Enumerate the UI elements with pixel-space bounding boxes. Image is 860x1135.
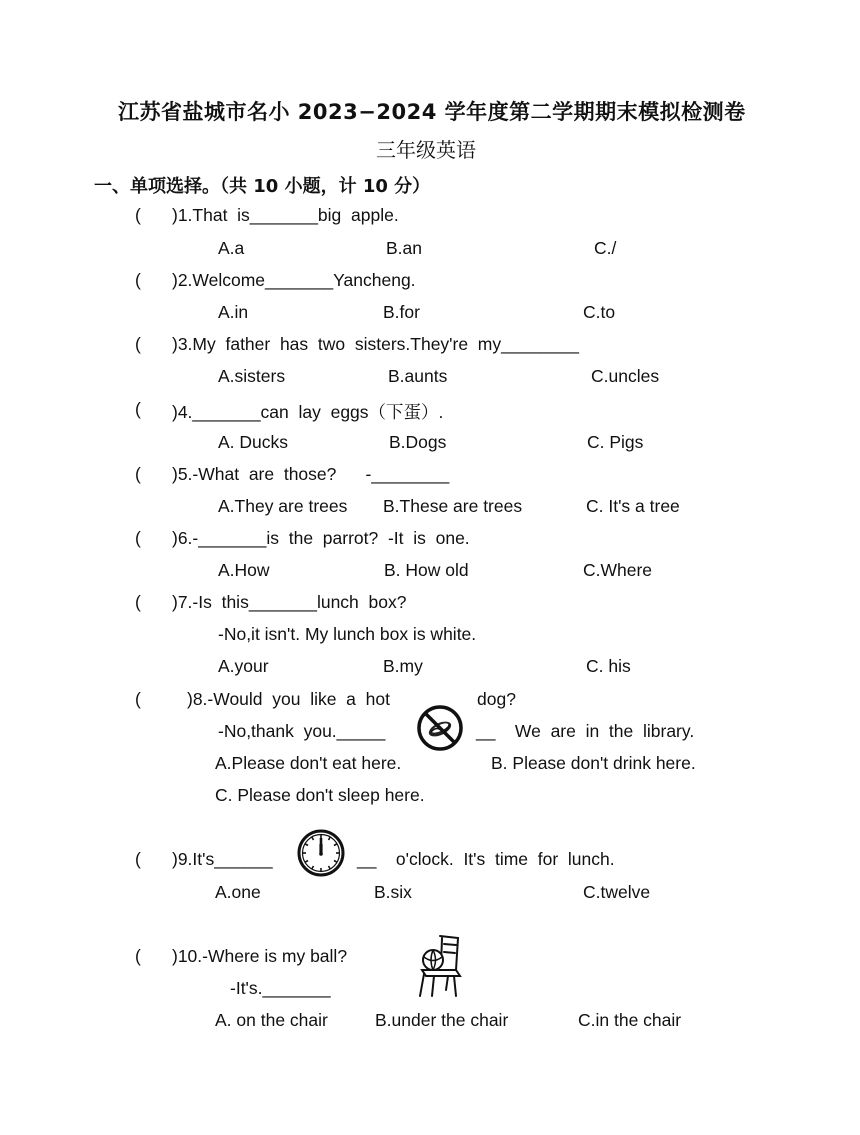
option-c: C. Please don't sleep here.: [215, 785, 425, 805]
option-a: A. Ducks: [218, 432, 289, 452]
option-c: C. his: [586, 656, 631, 676]
option-b: B.These are trees: [383, 496, 523, 516]
answer-bracket: (: [135, 849, 141, 869]
option-c: C.uncles: [591, 366, 660, 386]
question-stem: )9.It's______: [172, 849, 273, 869]
option-b: B. Please don't drink here.: [491, 753, 696, 773]
option-a: A. on the chair: [215, 1010, 328, 1030]
option-c: C. Pigs: [587, 432, 644, 452]
question-stem-end: dog?: [477, 689, 516, 709]
page-subtitle: 三年级英语: [376, 138, 476, 162]
option-c: C. It's a tree: [586, 496, 680, 516]
answer-line: -No,thank you._____: [218, 721, 386, 741]
answer-line-end: __ We are in the library.: [476, 721, 695, 741]
option-b: B.for: [383, 302, 420, 322]
option-b: B. How old: [384, 560, 469, 580]
answer-bracket: (: [135, 399, 141, 419]
answer-bracket: (: [135, 528, 141, 548]
answer-bracket: (: [135, 946, 141, 966]
question-stem: )4._______can lay eggs（下蛋）.: [172, 402, 444, 422]
option-a: A.sisters: [218, 366, 286, 386]
question-stem: )5.-What are those? -________: [172, 464, 450, 484]
question-stem: )2.Welcome_______Yancheng.: [172, 270, 416, 290]
question-stem: )3.My father has two sisters.They're my________: [172, 334, 579, 354]
option-a: A.a: [218, 238, 245, 258]
no-eating-sign-icon: [416, 704, 464, 752]
question-stem: )6.-_______is the parrot? -It is one.: [172, 528, 470, 548]
answer-line: -No,it isn't. My lunch box is white.: [218, 624, 477, 644]
question-stem: )8.-Would you like a hot: [187, 689, 390, 709]
option-b: B.aunts: [388, 366, 448, 386]
answer-bracket: (: [135, 464, 141, 484]
question-stem: )7.-Is this_______lunch box?: [172, 592, 407, 612]
option-a: A.Please don't eat here.: [215, 753, 402, 773]
option-b: B.Dogs: [389, 432, 447, 452]
page-title: 江苏省盐城市名小 2023−2024 学年度第二学期期末模拟检测卷: [118, 100, 746, 124]
option-b: B.an: [386, 238, 422, 258]
answer-bracket: (: [135, 334, 141, 354]
answer-bracket: (: [135, 689, 141, 709]
answer-bracket: (: [135, 592, 141, 612]
question-stem: )10.-Where is my ball?: [172, 946, 348, 966]
option-c: C.to: [583, 302, 616, 322]
option-a: A.in: [218, 302, 249, 322]
section-heading: 一、单项选择。（共 10 小题，计 10 分）: [94, 176, 431, 197]
answer-line: -It's._______: [230, 978, 331, 998]
option-b: B.six: [374, 882, 412, 902]
option-c: C.Where: [583, 560, 653, 580]
option-a: A.your: [218, 656, 269, 676]
option-b: B.under the chair: [375, 1010, 509, 1030]
question-stem-end: __ o'clock. It's time for lunch.: [357, 849, 615, 869]
ball-on-chair-icon: [414, 932, 464, 998]
answer-bracket: (: [135, 270, 141, 290]
answer-bracket: (: [135, 205, 141, 225]
option-c: C.twelve: [583, 882, 651, 902]
option-b: B.my: [383, 656, 423, 676]
option-c: C.in the chair: [578, 1010, 682, 1030]
option-a: A.They are trees: [218, 496, 348, 516]
option-a: A.one: [215, 882, 261, 902]
question-stem: )1.That is_______big apple.: [172, 205, 399, 225]
option-c: C./: [594, 238, 617, 258]
clock-twelve-icon: [296, 828, 346, 878]
option-a: A.How: [218, 560, 270, 580]
